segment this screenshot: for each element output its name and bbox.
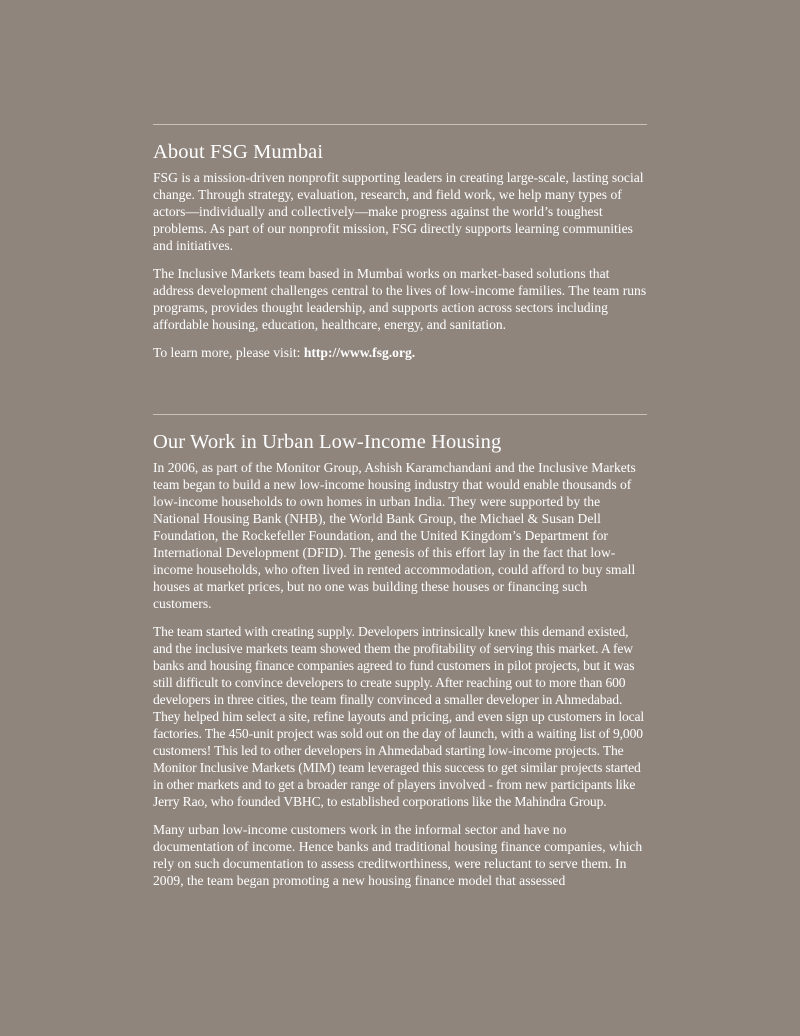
about-section bbox=[153, 124, 647, 361]
work-heading: Our Work in Urban Low-Income Housing bbox=[153, 431, 502, 453]
section-divider bbox=[153, 124, 647, 125]
fsg-website-link[interactable]: http://www.fsg.org. bbox=[303, 345, 416, 360]
section-divider bbox=[153, 414, 647, 415]
about-paragraph-2: The Inclusive Markets team based in Mumbai works on market-based solutions that address development challenges central to the lives of low-income families. The team runs programs, provides thought leadership, and supports action across sectors including affordable housing, education, healthcare, energy, and sanitation. bbox=[153, 266, 647, 332]
work-paragraph-2: The team started with creating supply. Developers intrinsically knew this demand existed, and the inclusive markets team showed them the profitability of serving this market. A few banks and housing finance companies agreed to fund customers in pilot projects, but it was still difficult to convince developers to create supply. After reaching out to more than 600 developers in three cities, the team finally convinced a smaller developer in Ahmedabad. They helped him select a site, refine layouts and pricing, and even sign up customers in local factories. The 450-unit project was sold out on the day of launch, with a waiting list of 9,000 customers! This led to other developers in Ahmedabad starting low-income projects. The Monitor Inclusive Markets (MIM) team leveraged this success to get similar projects started in other markets and to get a broader range of players involved - from new participants like Jerry Rao, who founded VBHC, to established corporations like the Mahindra Group. bbox=[153, 624, 644, 809]
work-paragraph-3: Many urban low-income customers work in the informal sector and have no documentation of income. Hence banks and traditional housing finance companies, which rely on such documentation to assess creditworthiness, were reluctant to serve them. In 2009, the team began promoting a new housing finance model that assessed bbox=[153, 822, 643, 888]
visit-line bbox=[153, 344, 647, 361]
page-content bbox=[153, 124, 647, 900]
about-paragraph-1: FSG is a mission-driven nonprofit supporting leaders in creating large-scale, lasting social change. Through strategy, evaluation, research, and field work, we help many types of actors—individually and collectively—make progress against the world’s toughest problems. As part of our nonprofit mission, FSG directly supports learning communities and initiatives. bbox=[153, 170, 644, 253]
work-section bbox=[153, 414, 647, 889]
visit-prefix: To learn more, please visit: bbox=[153, 345, 304, 360]
work-paragraph-1: In 2006, as part of the Monitor Group, Ashish Karamchandani and the Inclusive Markets team began to build a new low-income housing industry that would enable thousands of low-income households to own homes in urban India. They were supported by the National Housing Bank (NHB), the World Bank Group, the Michael & Susan Dell Foundation, the Rockefeller Foundation, and the United Kingdom’s Department for International Development (DFID). The genesis of this effort lay in the fact that low-income households, who often lived in rented accommodation, could afford to buy small houses at market prices, but no one was building these houses or financing such customers. bbox=[153, 460, 636, 611]
about-heading: About FSG Mumbai bbox=[153, 141, 324, 163]
